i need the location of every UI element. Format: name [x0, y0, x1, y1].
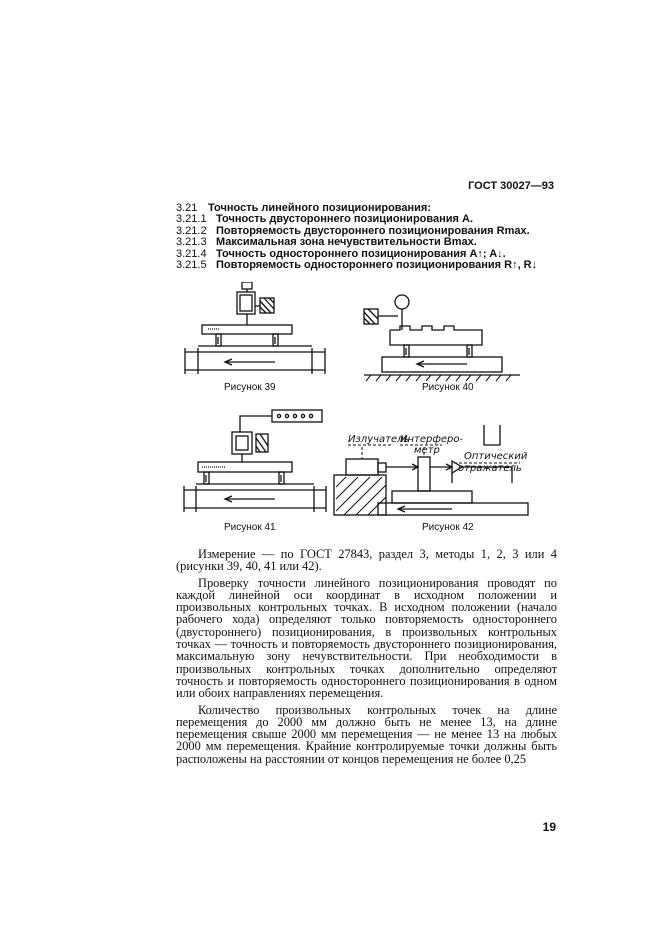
section-number: 3.21.1: [176, 213, 207, 226]
fig42-label-interferometer-1: Интерферо-: [400, 434, 464, 445]
figure-41-drawing: [180, 408, 330, 516]
document-header: ГОСТ 30027—93: [468, 180, 554, 192]
fig42-label-interferometer-2: метр: [414, 445, 440, 456]
section-number: 3.21.3: [176, 236, 207, 249]
section-text: Максимальная зона нечувствительности Bmax.: [216, 236, 477, 249]
figure-42-drawing: [332, 425, 532, 517]
section-number: 3.21: [176, 202, 198, 214]
paragraph: Измерение — по ГОСТ 27843, раздел 3, методы 1, 2, 3 или 4 (рисунки 39, 40, 41 или 42).: [176, 547, 557, 574]
section-text: Точность двустороннего позиционирования A.: [216, 213, 474, 226]
paragraph: Количество произвольных контрольных точек на длине перемещения до 2000 мм должно быть не менее 13, на длине перемещения свыше 2000 мм перемещения — не менее 13 на любых 2000 мм перемещения. Крайние контролируемые точки должны быть расположены на расстоянии от концов перемещения не более 0,25: [176, 702, 557, 766]
figure-39-caption: Рисунок 39: [224, 382, 276, 393]
figure-40-drawing: [352, 290, 522, 385]
fig42-label-reflector-1: Оптический: [464, 451, 528, 462]
section-text: Повторяемость двустороннего позиционирования Rmax.: [216, 224, 530, 237]
page-number: 19: [542, 820, 556, 834]
section-list: [176, 203, 556, 271]
figure-41-caption: Рисунок 41: [224, 522, 276, 533]
section-number: 3.21.4: [176, 247, 207, 260]
section-text: Точность одностороннего позиционирования A↑; A↓.: [216, 247, 506, 260]
section-number: 3.21.5: [176, 259, 207, 272]
figure-42-caption: Рисунок 42: [422, 522, 474, 533]
body-text: [176, 548, 557, 769]
section-item: [176, 260, 556, 271]
figure-40-caption: Рисунок 40: [422, 382, 474, 393]
fig42-label-emitter: Излучатель: [348, 434, 410, 445]
section-text: Точность линейного позиционирования:: [208, 202, 432, 214]
paragraph: Проверку точности линейного позиционирования проводят по каждой линейной оси координат в исходном положении и произвольных контрольных точках. В исходном положении (начало рабочего хода) определяют только повторяемость одностороннего (двустороннего) позиционирования, в произвольных контрольных точках — точность и повторяемость двустороннего позиционирования, максимальную зону нечувствительности. При необходимости в произвольных контрольных точках дополнительно определяют точность и повторяемость одностороннего позиционирования в одном или обоих направлениях перемещения.: [176, 575, 557, 701]
section-number: 3.21.2: [176, 224, 207, 237]
fig42-label-reflector-2: отражатель: [458, 463, 522, 474]
section-text: Повторяемость одностороннего позиционирования R↑, R↓: [216, 259, 538, 272]
figure-39-drawing: [180, 282, 330, 382]
